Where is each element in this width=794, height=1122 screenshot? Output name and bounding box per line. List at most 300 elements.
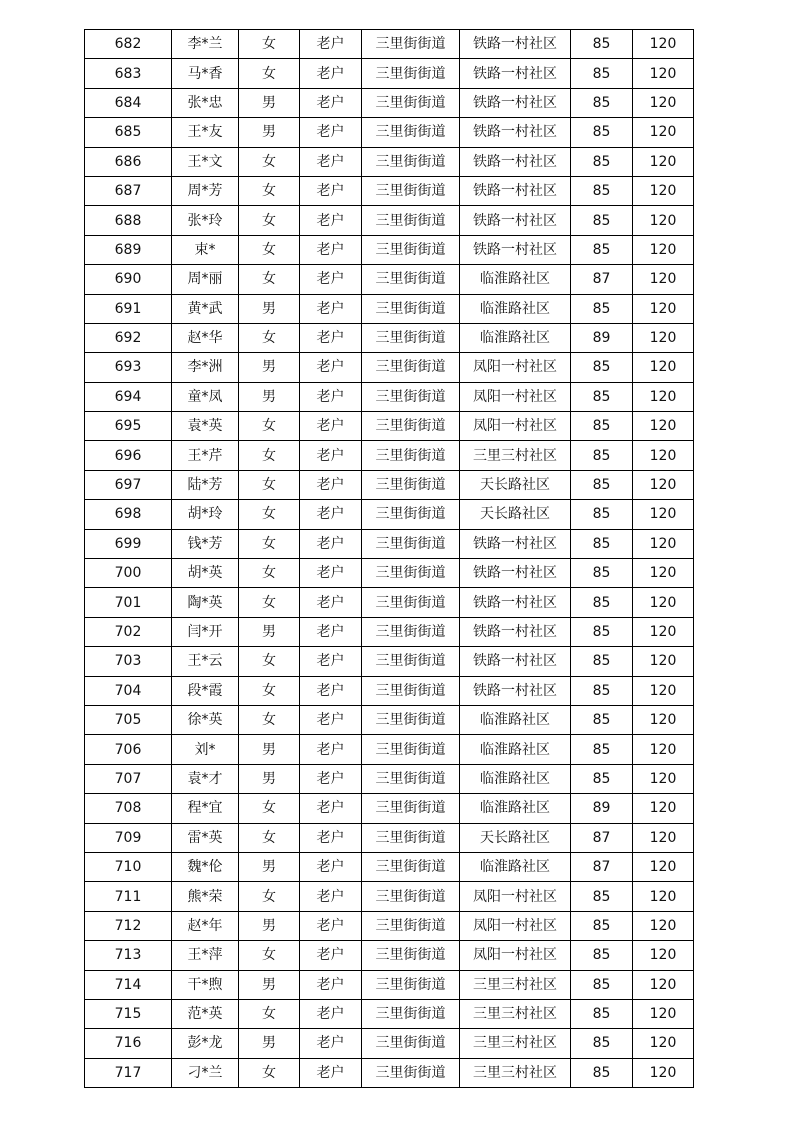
- table-row: [85, 353, 694, 382]
- row-number-cell: 697: [85, 470, 172, 499]
- gender-cell: 男: [239, 88, 300, 117]
- row-number-cell: 707: [85, 764, 172, 793]
- table-row: [85, 617, 694, 646]
- table-row: [85, 294, 694, 323]
- row-number-cell: 709: [85, 823, 172, 852]
- street-cell: 三里街街道: [362, 30, 460, 59]
- amount-cell: 120: [633, 764, 694, 793]
- household-type-cell: 老户: [300, 794, 362, 823]
- row-number-cell: 683: [85, 59, 172, 88]
- name-cell: 钱*芳: [172, 529, 239, 558]
- community-cell: 凤阳一村社区: [460, 911, 571, 940]
- age-cell: 85: [571, 1058, 633, 1087]
- name-cell: 段*霞: [172, 676, 239, 705]
- gender-cell: 男: [239, 911, 300, 940]
- amount-cell: 120: [633, 235, 694, 264]
- age-cell: 85: [571, 559, 633, 588]
- age-cell: 85: [571, 911, 633, 940]
- household-type-cell: 老户: [300, 735, 362, 764]
- amount-cell: 120: [633, 441, 694, 470]
- amount-cell: 120: [633, 30, 694, 59]
- gender-cell: 女: [239, 412, 300, 441]
- table-row: [85, 529, 694, 558]
- name-cell: 陶*英: [172, 588, 239, 617]
- gender-cell: 男: [239, 970, 300, 999]
- community-cell: 铁路一村社区: [460, 235, 571, 264]
- amount-cell: 120: [633, 382, 694, 411]
- household-type-cell: 老户: [300, 852, 362, 881]
- name-cell: 刘*: [172, 735, 239, 764]
- table-row: [85, 470, 694, 499]
- street-cell: 三里街街道: [362, 88, 460, 117]
- household-type-cell: 老户: [300, 412, 362, 441]
- household-type-cell: 老户: [300, 941, 362, 970]
- gender-cell: 女: [239, 59, 300, 88]
- amount-cell: 120: [633, 147, 694, 176]
- name-cell: 童*凤: [172, 382, 239, 411]
- gender-cell: 女: [239, 235, 300, 264]
- street-cell: 三里街街道: [362, 647, 460, 676]
- gender-cell: 男: [239, 1029, 300, 1058]
- row-number-cell: 708: [85, 794, 172, 823]
- row-number-cell: 687: [85, 176, 172, 205]
- community-cell: 三里三村社区: [460, 441, 571, 470]
- amount-cell: 120: [633, 882, 694, 911]
- amount-cell: 120: [633, 176, 694, 205]
- household-type-cell: 老户: [300, 382, 362, 411]
- household-type-cell: 老户: [300, 265, 362, 294]
- community-cell: 天长路社区: [460, 823, 571, 852]
- amount-cell: 120: [633, 676, 694, 705]
- table-row: [85, 999, 694, 1028]
- age-cell: 85: [571, 941, 633, 970]
- age-cell: 85: [571, 294, 633, 323]
- community-cell: 临淮路社区: [460, 852, 571, 881]
- community-cell: 铁路一村社区: [460, 147, 571, 176]
- amount-cell: 120: [633, 617, 694, 646]
- community-cell: 三里三村社区: [460, 970, 571, 999]
- household-type-cell: 老户: [300, 323, 362, 352]
- household-type-cell: 老户: [300, 823, 362, 852]
- street-cell: 三里街街道: [362, 323, 460, 352]
- community-cell: 铁路一村社区: [460, 529, 571, 558]
- household-type-cell: 老户: [300, 764, 362, 793]
- age-cell: 85: [571, 970, 633, 999]
- community-cell: 临淮路社区: [460, 705, 571, 734]
- name-cell: 王*云: [172, 647, 239, 676]
- age-cell: 87: [571, 265, 633, 294]
- street-cell: 三里街街道: [362, 764, 460, 793]
- community-cell: 铁路一村社区: [460, 176, 571, 205]
- amount-cell: 120: [633, 705, 694, 734]
- household-type-cell: 老户: [300, 911, 362, 940]
- gender-cell: 女: [239, 147, 300, 176]
- age-cell: 85: [571, 59, 633, 88]
- name-cell: 王*友: [172, 118, 239, 147]
- name-cell: 李*兰: [172, 30, 239, 59]
- gender-cell: 女: [239, 323, 300, 352]
- gender-cell: 女: [239, 823, 300, 852]
- name-cell: 张*忠: [172, 88, 239, 117]
- amount-cell: 120: [633, 794, 694, 823]
- gender-cell: 女: [239, 676, 300, 705]
- table-row: [85, 206, 694, 235]
- age-cell: 85: [571, 735, 633, 764]
- row-number-cell: 699: [85, 529, 172, 558]
- community-cell: 三里三村社区: [460, 999, 571, 1028]
- street-cell: 三里街街道: [362, 941, 460, 970]
- row-number-cell: 716: [85, 1029, 172, 1058]
- household-type-cell: 老户: [300, 617, 362, 646]
- table-row: [85, 235, 694, 264]
- table-row: [85, 794, 694, 823]
- gender-cell: 女: [239, 941, 300, 970]
- gender-cell: 女: [239, 500, 300, 529]
- row-number-cell: 703: [85, 647, 172, 676]
- street-cell: 三里街街道: [362, 588, 460, 617]
- age-cell: 85: [571, 647, 633, 676]
- street-cell: 三里街街道: [362, 176, 460, 205]
- amount-cell: 120: [633, 529, 694, 558]
- table-row: [85, 382, 694, 411]
- table-row: [85, 647, 694, 676]
- amount-cell: 120: [633, 412, 694, 441]
- row-number-cell: 682: [85, 30, 172, 59]
- gender-cell: 女: [239, 441, 300, 470]
- age-cell: 87: [571, 823, 633, 852]
- gender-cell: 女: [239, 647, 300, 676]
- table-row: [85, 852, 694, 881]
- amount-cell: 120: [633, 999, 694, 1028]
- street-cell: 三里街街道: [362, 59, 460, 88]
- table-row: [85, 88, 694, 117]
- table-row: [85, 30, 694, 59]
- street-cell: 三里街街道: [362, 999, 460, 1028]
- row-number-cell: 706: [85, 735, 172, 764]
- row-number-cell: 714: [85, 970, 172, 999]
- row-number-cell: 686: [85, 147, 172, 176]
- household-type-cell: 老户: [300, 500, 362, 529]
- age-cell: 85: [571, 617, 633, 646]
- household-type-cell: 老户: [300, 353, 362, 382]
- street-cell: 三里街街道: [362, 823, 460, 852]
- row-number-cell: 704: [85, 676, 172, 705]
- age-cell: 85: [571, 1029, 633, 1058]
- household-type-cell: 老户: [300, 206, 362, 235]
- household-type-cell: 老户: [300, 559, 362, 588]
- age-cell: 85: [571, 441, 633, 470]
- amount-cell: 120: [633, 59, 694, 88]
- table-row: [85, 705, 694, 734]
- age-cell: 85: [571, 206, 633, 235]
- row-number-cell: 684: [85, 88, 172, 117]
- community-cell: 天长路社区: [460, 470, 571, 499]
- household-type-cell: 老户: [300, 647, 362, 676]
- name-cell: 胡*英: [172, 559, 239, 588]
- age-cell: 85: [571, 118, 633, 147]
- row-number-cell: 693: [85, 353, 172, 382]
- age-cell: 85: [571, 676, 633, 705]
- street-cell: 三里街街道: [362, 882, 460, 911]
- street-cell: 三里街街道: [362, 470, 460, 499]
- roster-table: [84, 29, 694, 1088]
- name-cell: 程*宜: [172, 794, 239, 823]
- street-cell: 三里街街道: [362, 500, 460, 529]
- household-type-cell: 老户: [300, 705, 362, 734]
- gender-cell: 男: [239, 353, 300, 382]
- community-cell: 临淮路社区: [460, 294, 571, 323]
- amount-cell: 120: [633, 294, 694, 323]
- amount-cell: 120: [633, 88, 694, 117]
- row-number-cell: 711: [85, 882, 172, 911]
- amount-cell: 120: [633, 470, 694, 499]
- household-type-cell: 老户: [300, 235, 362, 264]
- community-cell: 临淮路社区: [460, 323, 571, 352]
- row-number-cell: 717: [85, 1058, 172, 1087]
- row-number-cell: 689: [85, 235, 172, 264]
- age-cell: 85: [571, 235, 633, 264]
- street-cell: 三里街街道: [362, 441, 460, 470]
- table-row: [85, 265, 694, 294]
- street-cell: 三里街街道: [362, 412, 460, 441]
- community-cell: 天长路社区: [460, 500, 571, 529]
- household-type-cell: 老户: [300, 882, 362, 911]
- household-type-cell: 老户: [300, 30, 362, 59]
- household-type-cell: 老户: [300, 1058, 362, 1087]
- amount-cell: 120: [633, 647, 694, 676]
- table-row: [85, 323, 694, 352]
- household-type-cell: 老户: [300, 441, 362, 470]
- household-type-cell: 老户: [300, 147, 362, 176]
- table-row: [85, 735, 694, 764]
- community-cell: 三里三村社区: [460, 1058, 571, 1087]
- amount-cell: 120: [633, 823, 694, 852]
- name-cell: 王*文: [172, 147, 239, 176]
- name-cell: 李*洲: [172, 353, 239, 382]
- community-cell: 铁路一村社区: [460, 30, 571, 59]
- name-cell: 刁*兰: [172, 1058, 239, 1087]
- household-type-cell: 老户: [300, 676, 362, 705]
- street-cell: 三里街街道: [362, 294, 460, 323]
- table-row: [85, 59, 694, 88]
- gender-cell: 女: [239, 30, 300, 59]
- street-cell: 三里街街道: [362, 970, 460, 999]
- street-cell: 三里街街道: [362, 1058, 460, 1087]
- amount-cell: 120: [633, 1058, 694, 1087]
- name-cell: 周*丽: [172, 265, 239, 294]
- household-type-cell: 老户: [300, 59, 362, 88]
- name-cell: 赵*华: [172, 323, 239, 352]
- table-row: [85, 118, 694, 147]
- age-cell: 85: [571, 705, 633, 734]
- row-number-cell: 696: [85, 441, 172, 470]
- table-row: [85, 676, 694, 705]
- street-cell: 三里街街道: [362, 118, 460, 147]
- community-cell: 铁路一村社区: [460, 559, 571, 588]
- street-cell: 三里街街道: [362, 676, 460, 705]
- table-row: [85, 441, 694, 470]
- gender-cell: 女: [239, 588, 300, 617]
- row-number-cell: 688: [85, 206, 172, 235]
- name-cell: 袁*英: [172, 412, 239, 441]
- amount-cell: 120: [633, 265, 694, 294]
- street-cell: 三里街街道: [362, 705, 460, 734]
- community-cell: 凤阳一村社区: [460, 353, 571, 382]
- street-cell: 三里街街道: [362, 382, 460, 411]
- age-cell: 89: [571, 323, 633, 352]
- table-row: [85, 823, 694, 852]
- gender-cell: 男: [239, 852, 300, 881]
- table-row: [85, 559, 694, 588]
- name-cell: 彭*龙: [172, 1029, 239, 1058]
- row-number-cell: 698: [85, 500, 172, 529]
- table-row: [85, 147, 694, 176]
- amount-cell: 120: [633, 588, 694, 617]
- age-cell: 85: [571, 412, 633, 441]
- table-row: [85, 911, 694, 940]
- street-cell: 三里街街道: [362, 147, 460, 176]
- gender-cell: 男: [239, 382, 300, 411]
- name-cell: 黄*武: [172, 294, 239, 323]
- community-cell: 铁路一村社区: [460, 647, 571, 676]
- age-cell: 85: [571, 588, 633, 617]
- street-cell: 三里街街道: [362, 911, 460, 940]
- row-number-cell: 700: [85, 559, 172, 588]
- community-cell: 铁路一村社区: [460, 676, 571, 705]
- community-cell: 三里三村社区: [460, 1029, 571, 1058]
- name-cell: 马*香: [172, 59, 239, 88]
- age-cell: 85: [571, 529, 633, 558]
- street-cell: 三里街街道: [362, 1029, 460, 1058]
- household-type-cell: 老户: [300, 294, 362, 323]
- community-cell: 凤阳一村社区: [460, 941, 571, 970]
- street-cell: 三里街街道: [362, 559, 460, 588]
- gender-cell: 女: [239, 529, 300, 558]
- gender-cell: 女: [239, 999, 300, 1028]
- amount-cell: 120: [633, 323, 694, 352]
- community-cell: 临淮路社区: [460, 794, 571, 823]
- gender-cell: 女: [239, 1058, 300, 1087]
- household-type-cell: 老户: [300, 470, 362, 499]
- community-cell: 临淮路社区: [460, 764, 571, 793]
- street-cell: 三里街街道: [362, 529, 460, 558]
- age-cell: 85: [571, 147, 633, 176]
- gender-cell: 女: [239, 470, 300, 499]
- street-cell: 三里街街道: [362, 206, 460, 235]
- name-cell: 徐*英: [172, 705, 239, 734]
- community-cell: 凤阳一村社区: [460, 882, 571, 911]
- row-number-cell: 705: [85, 705, 172, 734]
- gender-cell: 女: [239, 705, 300, 734]
- gender-cell: 女: [239, 559, 300, 588]
- row-number-cell: 692: [85, 323, 172, 352]
- age-cell: 85: [571, 382, 633, 411]
- household-type-cell: 老户: [300, 118, 362, 147]
- community-cell: 铁路一村社区: [460, 59, 571, 88]
- age-cell: 85: [571, 176, 633, 205]
- table-row: [85, 882, 694, 911]
- community-cell: 铁路一村社区: [460, 88, 571, 117]
- street-cell: 三里街街道: [362, 265, 460, 294]
- community-cell: 铁路一村社区: [460, 118, 571, 147]
- gender-cell: 女: [239, 176, 300, 205]
- row-number-cell: 691: [85, 294, 172, 323]
- row-number-cell: 685: [85, 118, 172, 147]
- roster-body: [85, 30, 694, 1088]
- street-cell: 三里街街道: [362, 353, 460, 382]
- name-cell: 熊*荣: [172, 882, 239, 911]
- table-row: [85, 941, 694, 970]
- street-cell: 三里街街道: [362, 794, 460, 823]
- gender-cell: 男: [239, 294, 300, 323]
- gender-cell: 男: [239, 617, 300, 646]
- household-type-cell: 老户: [300, 529, 362, 558]
- row-number-cell: 695: [85, 412, 172, 441]
- row-number-cell: 702: [85, 617, 172, 646]
- age-cell: 85: [571, 882, 633, 911]
- name-cell: 王*芹: [172, 441, 239, 470]
- table-row: [85, 1029, 694, 1058]
- name-cell: 范*英: [172, 999, 239, 1028]
- gender-cell: 女: [239, 265, 300, 294]
- amount-cell: 120: [633, 911, 694, 940]
- age-cell: 85: [571, 470, 633, 499]
- gender-cell: 男: [239, 118, 300, 147]
- table-row: [85, 764, 694, 793]
- row-number-cell: 713: [85, 941, 172, 970]
- amount-cell: 120: [633, 735, 694, 764]
- street-cell: 三里街街道: [362, 235, 460, 264]
- row-number-cell: 712: [85, 911, 172, 940]
- age-cell: 85: [571, 30, 633, 59]
- amount-cell: 120: [633, 559, 694, 588]
- gender-cell: 女: [239, 206, 300, 235]
- name-cell: 赵*年: [172, 911, 239, 940]
- table-row: [85, 500, 694, 529]
- row-number-cell: 690: [85, 265, 172, 294]
- name-cell: 张*玲: [172, 206, 239, 235]
- street-cell: 三里街街道: [362, 735, 460, 764]
- name-cell: 陆*芳: [172, 470, 239, 499]
- community-cell: 铁路一村社区: [460, 206, 571, 235]
- gender-cell: 女: [239, 794, 300, 823]
- amount-cell: 120: [633, 941, 694, 970]
- amount-cell: 120: [633, 852, 694, 881]
- name-cell: 王*萍: [172, 941, 239, 970]
- community-cell: 铁路一村社区: [460, 588, 571, 617]
- age-cell: 85: [571, 999, 633, 1028]
- row-number-cell: 694: [85, 382, 172, 411]
- street-cell: 三里街街道: [362, 852, 460, 881]
- name-cell: 干*煦: [172, 970, 239, 999]
- gender-cell: 女: [239, 882, 300, 911]
- table-row: [85, 588, 694, 617]
- age-cell: 87: [571, 852, 633, 881]
- household-type-cell: 老户: [300, 1029, 362, 1058]
- table-row: [85, 176, 694, 205]
- name-cell: 周*芳: [172, 176, 239, 205]
- household-type-cell: 老户: [300, 588, 362, 617]
- name-cell: 闫*开: [172, 617, 239, 646]
- amount-cell: 120: [633, 500, 694, 529]
- row-number-cell: 715: [85, 999, 172, 1028]
- gender-cell: 男: [239, 764, 300, 793]
- community-cell: 铁路一村社区: [460, 617, 571, 646]
- street-cell: 三里街街道: [362, 617, 460, 646]
- name-cell: 魏*伦: [172, 852, 239, 881]
- household-type-cell: 老户: [300, 176, 362, 205]
- row-number-cell: 710: [85, 852, 172, 881]
